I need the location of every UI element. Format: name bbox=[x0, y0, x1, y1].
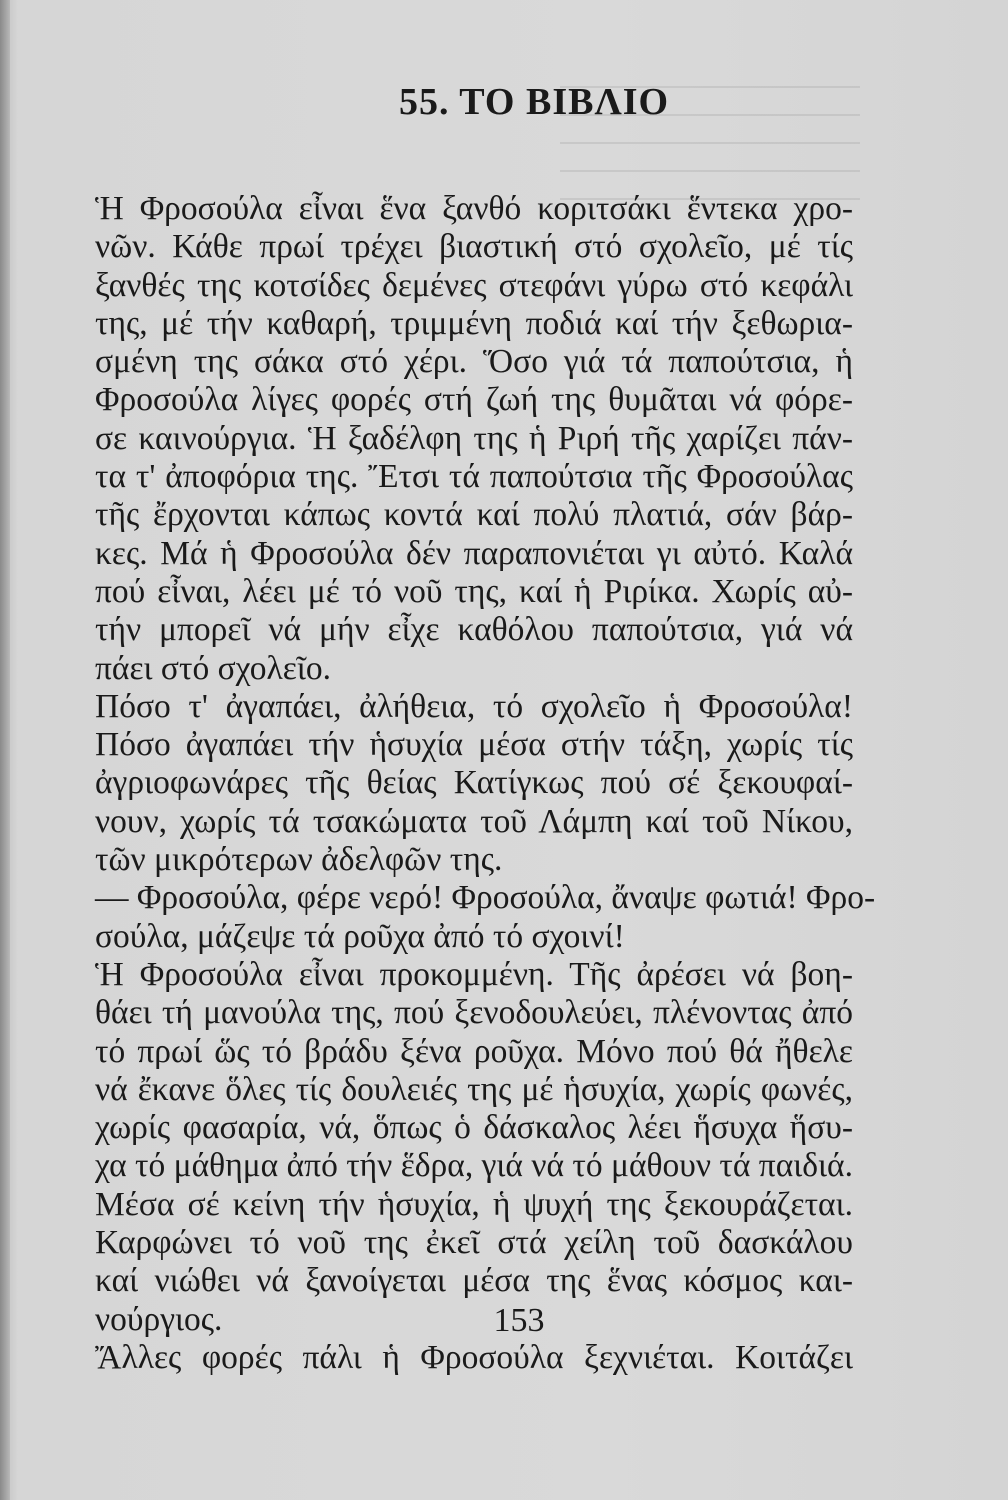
text-line: καί νιώθει νά ξανοίγεται μέσα της ἕνας κόσμος και- bbox=[95, 1262, 853, 1300]
chapter-body bbox=[95, 190, 876, 1377]
text-line: Ἄλλες φορές πάλι ἡ Φροσούλα ξεχνιέται. Κοιτάζει bbox=[95, 1338, 853, 1376]
text-line: κες. Μά ἡ Φροσούλα δέν παραπονιέται γι αὐτό. Καλά bbox=[95, 534, 853, 572]
text-line: σε καινούργια. Ἡ ξαδέλφη της ἡ Ριρή τῆς χαρίζει πάν- bbox=[95, 419, 853, 457]
text-line: χωρίς φασαρία, νά, ὅπως ὁ δάσκαλος λέει ἥσυχα ἥσυ- bbox=[95, 1109, 853, 1147]
text-line: — Φροσούλα, φέρε νερό! Φροσούλα, ἄναψε φωτιά! Φρο- bbox=[95, 879, 876, 917]
text-line: τῶν μικρότερων ἀδελφῶν της. bbox=[95, 841, 503, 879]
text-line: Ἡ Φροσούλα εἶναι ἕνα ξανθό κοριτσάκι ἕντεκα χρο- bbox=[95, 190, 853, 227]
text-line: Ἡ Φροσούλα εἶναι προκομμένη. Τῆς ἀρέσει νά βοη- bbox=[95, 955, 853, 993]
text-line: νουν, χωρίς τά τσακώματα τοῦ Λάμπη καί τοῦ Νίκου, bbox=[95, 802, 853, 840]
text-line: τῆς ἔρχονται κάπως κοντά καί πολύ πλατιά, σάν βάρ- bbox=[95, 496, 853, 534]
text-line: Φροσούλα λίγες φορές στή ζωή της θυμᾶται νά φόρε- bbox=[95, 381, 853, 419]
text-line: Πόσο ἀγαπάει τήν ἡσυχία μέσα στήν τάξη, χωρίς τίς bbox=[95, 726, 853, 764]
text-line: της, μέ τήν καθαρή, τριμμένη ποδιά καί τήν ξεθωρια- bbox=[95, 304, 853, 342]
text-line: τήν μπορεῖ νά μήν εἶχε καθόλου παπούτσια, γιά νά bbox=[95, 611, 853, 649]
text-line: νούργιος. bbox=[95, 1300, 223, 1338]
text-line: θάει τή μανούλα της, πού ξενοδουλεύει, πλένοντας ἀπό bbox=[95, 994, 853, 1032]
text-line: νῶν. Κάθε πρωί τρέχει βιαστική στό σχολεῖο, μέ τίς bbox=[95, 228, 853, 266]
text-line: πού εἶναι, λέει μέ τό νοῦ της, καί ἡ Ριρίκα. Χωρίς αὐ- bbox=[95, 572, 853, 610]
text-line: Μέσα σέ κείνη τήν ἡσυχία, ἡ ψυχή της ξεκουράζεται. bbox=[95, 1185, 853, 1223]
text-line: σούλα, μάζεψε τά ροῦχα ἀπό τό σχοινί! bbox=[95, 917, 625, 955]
text-line: ξανθές της κοτσίδες δεμένες στεφάνι γύρω στό κεφάλι bbox=[95, 266, 853, 304]
binding-shadow bbox=[0, 0, 10, 1500]
text-line: χα τό μάθημα ἀπό τήν ἕδρα, γιά νά τό μάθουν τά παιδιά. bbox=[95, 1147, 853, 1185]
chapter-title: 55. ΤΟ ΒΙΒΛΙΟ bbox=[398, 81, 670, 123]
text-line: πάει στό σχολεῖο. bbox=[95, 649, 331, 687]
text-line: τό πρωί ὥς τό βράδυ ξένα ροῦχα. Μόνο πού θά ἤθελε bbox=[95, 1032, 853, 1070]
text-line: Πόσο τ' ἀγαπάει, ἀλήθεια, τό σχολεῖο ἡ Φροσούλα! bbox=[95, 687, 853, 725]
text-line: Καρφώνει τό νοῦ της ἐκεῖ στά χείλη τοῦ δασκάλου bbox=[95, 1224, 853, 1262]
text-line: σμένη της σάκα στό χέρι. Ὅσο γιά τά παπούτσια, ἡ bbox=[95, 343, 853, 381]
text-line: τα τ' ἀποφόρια της. Ἔτσι τά παπούτσια τῆς Φροσούλας bbox=[95, 458, 853, 496]
text-line: ἀγριοφωνάρες τῆς θείας Κατίγκως πού σέ ξεκουφαί- bbox=[95, 764, 853, 802]
page-number: 153 bbox=[493, 1302, 545, 1339]
text-line: νά ἔκανε ὅλες τίς δουλειές της μέ ἡσυχία, χωρίς φωνές, bbox=[95, 1070, 853, 1108]
